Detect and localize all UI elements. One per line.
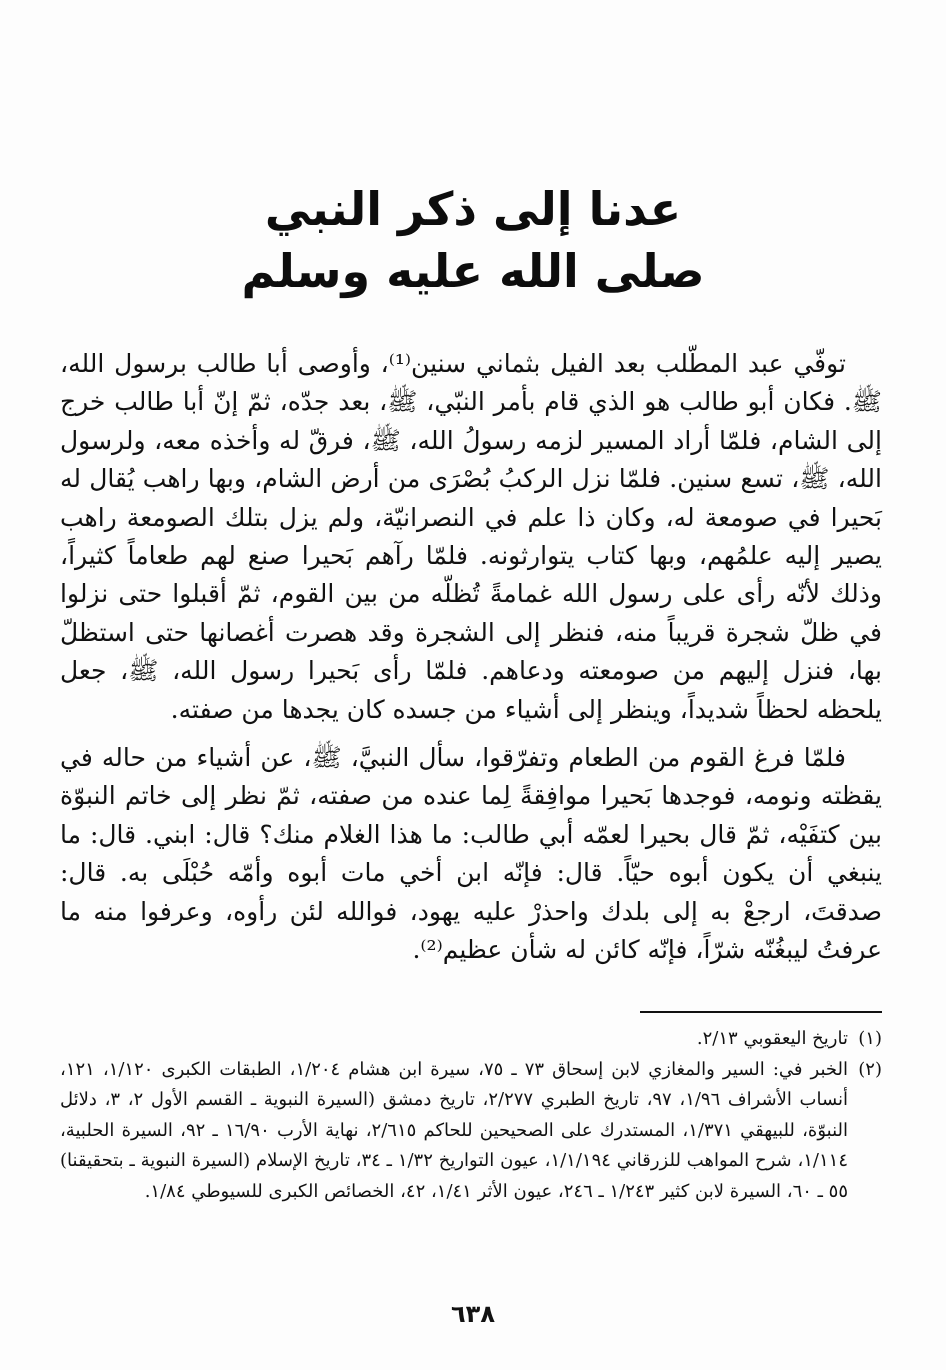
footnote-separator (640, 1011, 882, 1013)
footnotes (60, 1024, 882, 1207)
footnote-1-number: (١) (858, 1028, 882, 1049)
body-text (60, 345, 882, 970)
footnote-2-number: (٢) (858, 1058, 882, 1080)
paragraph-2: فلمّا فرغ القوم من الطعام وتفرّقوا، سأل النبيَّ، ﷺ، عن أشياء من حاله في يقظته ونومه، فوجدها بَحيرا موافِقةً لِما عنده من صفته، ثمّ نظر إلى خاتم النبوّة بين كتفَيْه، ثمّ قال بحيرا لعمّه أبي طالب: ما هذا الغلام منك؟ قال: ابني. قال: ما ينبغي أن يكون أبوه حيّاً. قال: فإنّه ابن أخي مات أبوه وأمّه حُبْلَى به. قال: صدقتَ، ارجعْ به إلى بلدك واحذرْ عليه يهود، فوالله لئن رأوه، وعرفوا منه ما عرفتُ ليبغُنّه شرّاً، فإنّه كائن له شأن عظيم⁽²⁾. (60, 743, 883, 965)
chapter-title-line-2: صلى الله عليه وسلم (241, 244, 705, 298)
footnote-1-text: تاريخ اليعقوبي ٢/١٣. (696, 1028, 848, 1049)
footnote-2 (60, 1055, 882, 1208)
page-number: ٦٣٨ (451, 1300, 495, 1328)
paragraph-1: توفّي عبد المطّلب بعد الفيل بثماني سنين⁽¹⁾، وأوصى أبا طالب برسول الله، ﷺ. فكان أبو طالب هو الذي قام بأمر النبّي، ﷺ، بعد جدّه، ثمّ إنّ أبا طالب خرج إلى الشام، فلمّا أراد المسير لزمه رسولُ الله، ﷺ، فرقّ له وأخذه معه، ولرسول الله، ﷺ، تسع سنين. فلمّا نزل الركبُ بُصْرَى من أرض الشام، وبها راهب يُقال له بَحيرا في صومعة له، وكان ذا علم في النصرانيّة، ولم يزل بتلك الصومعة راهب يصير إليه علمُهم، وبها كتاب يتوارثونه. فلمّا رآهم بَحيرا صنع لهم طعاماً كثيراً، وذلك لأنّه رأى على رسول الله غمامةً تُظلّه من بين القوم، ثمّ أقبلوا حتى نزلوا في ظلّ شجرة قريباً منه، فنظر إلى الشجرة وقد هصرت أغصانها حتى استظلّ بها، فنزل إليهم من صومعته ودعاهم. فلمّا رأى بَحيرا رسول الله، ﷺ، جعل يلحظه لحظاً شديداً، وينظر إلى أشياء من جسده كان يجدها من صفته. (60, 349, 882, 724)
footnote-2-text: الخبر في: السير والمغازي لابن إسحاق ٧٣ ـ ٧٥، سيرة ابن هشام ١/٢٠٤، الطبقات الكبرى ١/١٢٠، ١٢١، أنساب الأشراف ١/٩٦، ٩٧، تاريخ الطبري ٢/٢٧٧، تاريخ دمشق (السيرة النبوية ـ القسم الأول ٢، ٣، دلائل النبوّة، للبيهقي ١/٣٧١، المستدرك على الصحيحين للحاكم ٢/٦١٥، نهاية الأرب ١٦/٩٠ ـ ٩٢، السيرة الحلبية، ١/١١٤، شرح المواهب للزرقاني ١/١/١٩٤، عيون التواريخ ١/٣٢ ـ ٣٤، تاريخ الإسلام (السيرة النبوية ـ بتحقيقنا) ٥٥ ـ ٦٠، السيرة لابن كثير ١/٢٤٣ ـ ٢٤٦، عيون الأثر ١/٤١، ٤٢، الخصائص الكبرى للسيوطي ١/٨٤. (60, 1058, 849, 1202)
chapter-title (60, 178, 886, 302)
chapter-title-line-1: عدنا إلى ذكر النبي (264, 182, 682, 236)
footnote-1 (60, 1024, 882, 1055)
